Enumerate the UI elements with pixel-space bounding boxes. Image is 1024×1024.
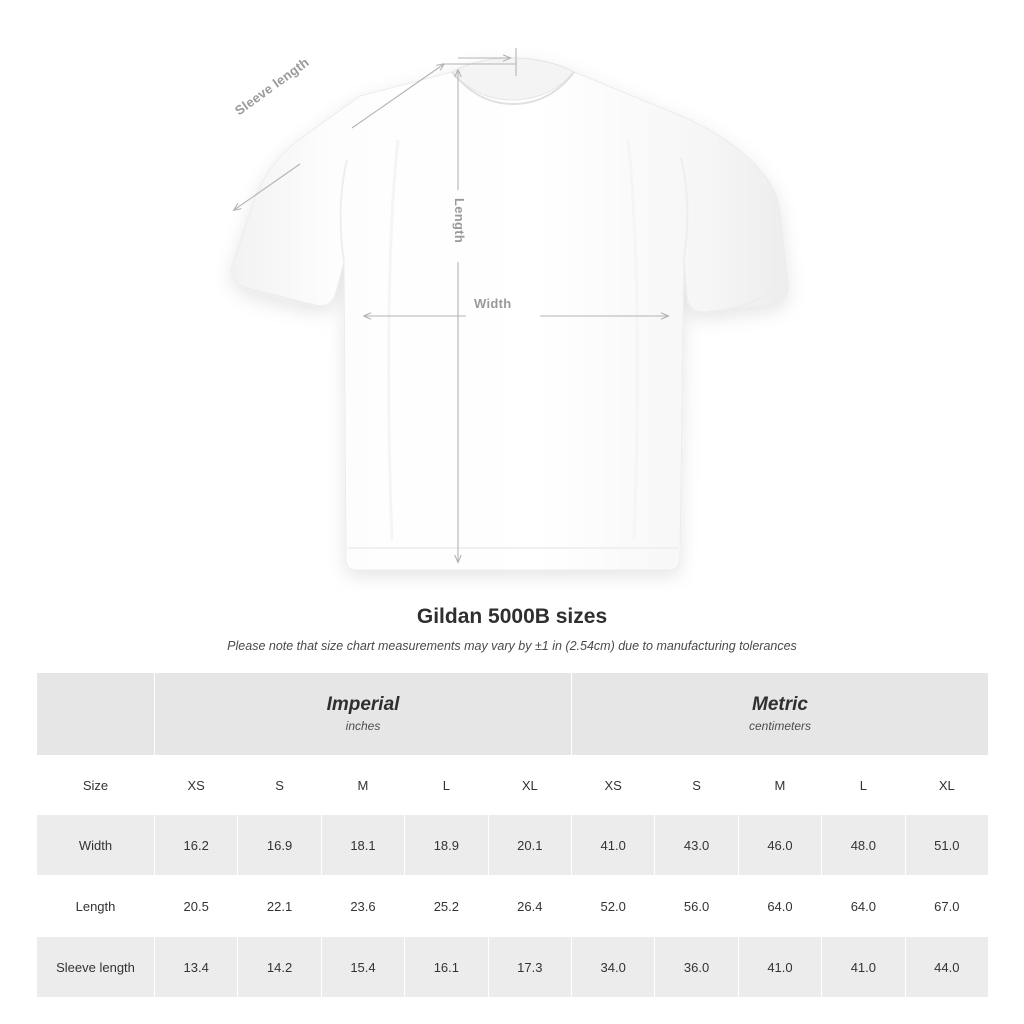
unit-sub-metric: centimeters [748,719,812,734]
cell-width-s-in: 16.9 [238,815,321,876]
cell-length-xs-in: 20.5 [155,876,238,937]
size-table-wrap [36,672,988,998]
cell-width-l-cm: 48.0 [822,815,905,876]
cell-sleeve-xl-cm: 44.0 [905,937,988,998]
cell-sleeve-m-in: 15.4 [321,937,404,998]
cell-length-s-cm: 56.0 [655,876,738,937]
cell-length-xl-in: 26.4 [488,876,571,937]
chart-heading-block [0,600,1024,653]
size-header-cell: L [822,756,905,815]
cell-width-m-in: 18.1 [321,815,404,876]
row-label-sleeve-length: Sleeve length [37,937,155,998]
cell-width-xs-in: 16.2 [155,815,238,876]
size-header-cell: L [405,756,488,815]
cell-sleeve-xl-in: 17.3 [488,937,571,998]
cell-length-xl-cm: 67.0 [905,876,988,937]
size-header-cell: S [655,756,738,815]
size-header-row [37,756,989,815]
cell-sleeve-xs-cm: 34.0 [572,937,655,998]
cell-sleeve-xs-in: 13.4 [155,937,238,998]
cell-width-l-in: 18.9 [405,815,488,876]
cell-length-m-cm: 64.0 [738,876,821,937]
table-row [37,815,989,876]
cell-length-s-in: 22.1 [238,876,321,937]
cell-width-xs-cm: 41.0 [572,815,655,876]
width-label: Width [474,296,512,311]
size-header-cell: M [321,756,404,815]
cell-length-m-in: 23.6 [321,876,404,937]
unit-corner-cell [37,673,155,756]
unit-name-imperial: Imperial [326,693,400,715]
size-header-cell: M [738,756,821,815]
length-label: Length [452,198,467,244]
cell-width-xl-cm: 51.0 [905,815,988,876]
size-header-cell: XS [155,756,238,815]
sleeve-length-label: Sleeve length [232,54,312,119]
size-header-cell: XS [572,756,655,815]
size-header-cell: S [238,756,321,815]
tshirt-shape [232,58,789,570]
cell-sleeve-s-cm: 36.0 [655,937,738,998]
cell-length-l-cm: 64.0 [822,876,905,937]
page-title: Gildan 5000B sizes [416,605,608,628]
size-header-label: Size [37,756,155,815]
cell-width-s-cm: 43.0 [655,815,738,876]
unit-group-metric [572,673,989,756]
cell-sleeve-l-in: 16.1 [405,937,488,998]
table-row [37,937,989,998]
cell-sleeve-s-in: 14.2 [238,937,321,998]
cell-length-xs-cm: 52.0 [572,876,655,937]
size-header-cell: XL [905,756,988,815]
unit-group-imperial [155,673,572,756]
cell-width-m-cm: 46.0 [738,815,821,876]
cell-sleeve-l-cm: 41.0 [822,937,905,998]
row-label-width: Width [37,815,155,876]
row-label-length: Length [37,876,155,937]
size-header-cell: XL [488,756,571,815]
unit-sub-imperial: inches [345,719,381,734]
unit-header-row [37,673,989,756]
table-row [37,876,989,937]
size-table [36,672,989,998]
cell-width-xl-in: 20.1 [488,815,571,876]
cell-sleeve-m-cm: 41.0 [738,937,821,998]
cell-length-l-in: 25.2 [405,876,488,937]
tolerance-note: Please note that size chart measurements may vary by ±1 in (2.54cm) due to manufacturing tolerances [227,639,797,653]
unit-name-metric: Metric [752,693,808,715]
